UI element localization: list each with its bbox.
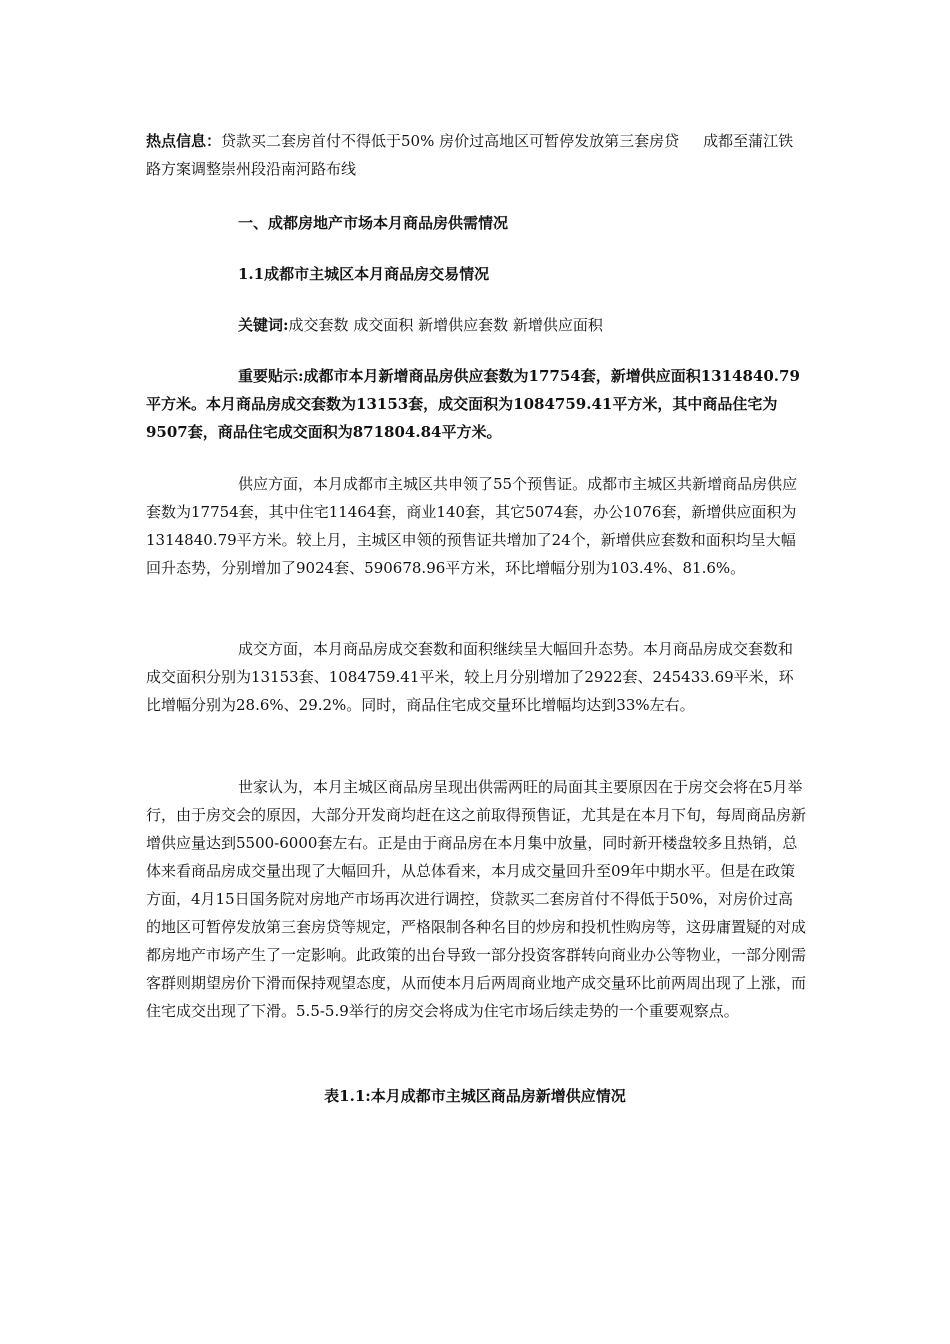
hot-info-item: 成都至蒲江铁路方案调整崇州段沿南河路布线	[146, 132, 794, 178]
section-title: 一、成都房地产市场本月商品房供需情况	[238, 214, 509, 232]
table-caption: 表1.1:本月成都市主城区商品房新增供应情况	[324, 1087, 626, 1105]
hot-info-label: 热点信息：	[146, 132, 222, 150]
paragraph-analysis: 世家认为，本月主城区商品房呈现出供需两旺的局面其主要原因在于房交会将在5月举行，由于房交会的原因，大部分开发商均赶在这之前取得预售证，尤其是在本月下旬，每周商品房新增供应量达到5500-6000套左右。正是由于商品房在本月集中放量，同时新开楼盘较多且热销，总体来看商品房成交量出现了大幅回升，从总体看来，本月成交量回升至09年中期水平。但是在政策方面，4月15日国务院对房地产市场再次进行调控，贷款买二套房首付不得低于50%，对房价过高的地区可暂停发放第三套房贷等规定，严格限制各种名目的炒房和投机性购房等，这毋庸置疑的对成都房地产市场产生了一定影响。此政策的出台导致一部分投资客群转向商业办公等物业，一部分刚需客群则期望房价下滑而保持观望态度，从而使本月后两周商业地产成交量环比前两周出现了上涨，而住宅成交出现了下滑。5.5-5.9举行的房交会将成为住宅市场后续走势的一个重要观察点。	[146, 778, 807, 1020]
keywords-label: 关键词:	[238, 316, 289, 334]
keywords-text: 成交套数 成交面积 新增供应套数 新增供应面积	[288, 316, 603, 334]
hot-info	[146, 127, 806, 183]
important-label: 重要贴示:	[238, 367, 304, 385]
keywords	[238, 311, 603, 339]
paragraph-supply: 供应方面，本月成都市主城区共申领了55个预售证。成都市主城区共新增商品房供应套数为17754套，其中住宅11464套，商业140套，其它5074套，办公1076套，新增供应面积为1314840.79平方米。较上月，主城区申领的预售证共增加了24个，新增供应套数和面积均呈大幅回升态势，分别增加了9024套、590678.96平方米，环比增幅分别为103.4%、81.6%。	[146, 475, 798, 577]
hot-info-item: 贷款买二套房首付不得低于50% 房价过高地区可暂停发放第三套房贷	[221, 132, 680, 150]
important-note	[146, 362, 806, 446]
important-text: 成都市本月新增商品房供应套数为17754套，新增供应面积1314840.79平方米。本月商品房成交套数为13153套，成交面积为1084759.41平方米，其中商品住宅为9507套，商品住宅成交面积为871804.84平方米。	[146, 367, 800, 441]
paragraph-transaction: 成交方面，本月商品房成交套数和面积继续呈大幅回升态势。本月商品房成交套数和成交面积分别为13153套、1084759.41平米，较上月分别增加了2922套、245433.69平米，环比增幅分别为28.6%、29.2%。同时，商品住宅成交量环比增幅均达到33%左右。	[146, 640, 794, 714]
subsection-title: 1.1成都市主城区本月商品房交易情况	[238, 265, 490, 283]
